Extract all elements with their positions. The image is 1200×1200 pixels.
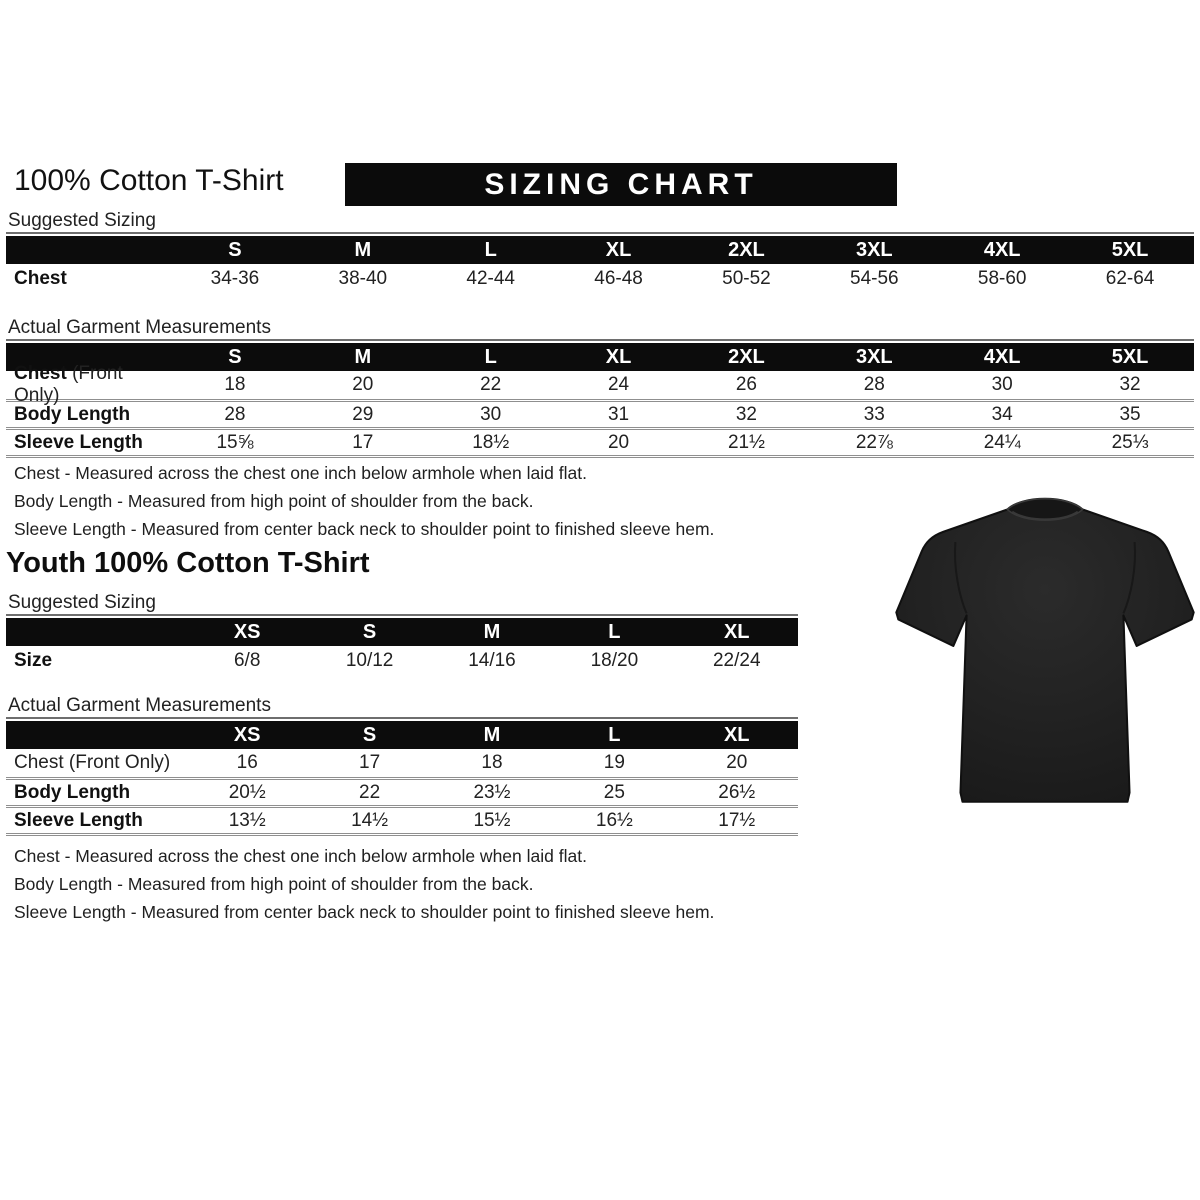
size-column-header: XS	[233, 620, 261, 643]
size-column-header: S	[362, 620, 377, 643]
measurement-value: 21½	[727, 431, 765, 453]
measurement-value: 20	[352, 374, 374, 395]
size-column-header: 5XL	[1111, 238, 1149, 261]
row-label-bold: Body Length	[14, 781, 131, 803]
adult-body-length-row	[6, 399, 1194, 427]
measurement-value: 32	[735, 403, 757, 425]
size-column-header: M	[354, 345, 372, 368]
size-column-header: L	[608, 620, 621, 643]
measurement-value: 15½	[473, 809, 511, 831]
adult-suggested-sizing-label: Suggested Sizing	[8, 210, 156, 231]
measurement-value: 29	[352, 403, 374, 425]
chest-range-value: 46-48	[594, 268, 643, 289]
size-column-header: M	[483, 723, 501, 746]
adult-measurements-header-row	[6, 343, 1194, 371]
measurement-value: 18½	[472, 431, 510, 453]
chest-range-value: 54-56	[850, 268, 899, 289]
chest-range-value: 34-36	[210, 268, 260, 289]
size-column-header: L	[608, 723, 621, 746]
measurement-value: 24	[607, 374, 630, 395]
measurement-value: 22	[480, 374, 502, 395]
row-label-bold: Sleeve Length	[14, 809, 143, 831]
measurement-value: 18	[481, 752, 503, 773]
size-column-header: XL	[605, 238, 632, 261]
note-chest: Chest - Measured across the chest one inch below armhole when laid flat.	[14, 846, 587, 866]
adult-chest-row	[6, 363, 1194, 406]
measurement-value: 16½	[595, 809, 633, 831]
measurement-value: 35	[1119, 403, 1141, 425]
measurement-value: 20	[607, 431, 630, 453]
size-range-value: 14/16	[468, 650, 516, 671]
measurement-value: 34	[991, 403, 1013, 425]
size-column-header: 4XL	[983, 238, 1021, 261]
row-label-bold: Sleeve Length	[14, 431, 143, 453]
size-column-header: L	[484, 345, 497, 368]
black-tshirt-image	[892, 483, 1198, 815]
note-sleeve-length: Sleeve Length - Measured from center back neck to shoulder point to finished sleeve hem.	[14, 519, 715, 539]
tshirt-body-shape	[896, 499, 1193, 802]
measurement-value: 22	[359, 781, 381, 803]
measurement-value: 17½	[718, 809, 756, 831]
youth-measurements-label: Actual Garment Measurements	[8, 695, 271, 716]
youth-section-title: Youth 100% Cotton T-Shirt	[6, 547, 370, 579]
row-label-rest: Chest (Front Only)	[14, 752, 171, 773]
size-column-header: M	[483, 620, 501, 643]
chest-range-value: 50-52	[722, 268, 771, 289]
chest-range-value: 38-40	[338, 268, 388, 289]
chest-row-label: Chest	[14, 268, 67, 289]
measurement-value: 22⅞	[855, 431, 893, 453]
measurement-value: 14½	[351, 809, 389, 831]
measurement-value: 26½	[718, 781, 756, 803]
row-label-bold: Chest	[14, 363, 67, 384]
size-column-header: XL	[605, 345, 632, 368]
body-length-label	[6, 782, 186, 804]
size-column-header: XL	[723, 723, 750, 746]
measurement-value: 17	[359, 752, 381, 773]
youth-body-length-row	[6, 777, 798, 805]
youth-sleeve-length-row	[6, 805, 798, 833]
youth-measurements-header-row	[6, 721, 798, 749]
measurement-value: 16	[236, 752, 258, 773]
size-range-value: 18/20	[590, 650, 639, 671]
size-column-header: 5XL	[1111, 345, 1149, 368]
note-body-length: Body Length - Measured from high point of shoulder from the back.	[14, 874, 534, 894]
measurement-value: 30	[991, 374, 1013, 395]
chest-range-value: 58-60	[977, 268, 1027, 289]
chest-front-only-label	[6, 752, 186, 774]
row-label-bold: Body Length	[14, 403, 131, 425]
measurement-value: 23½	[473, 781, 511, 803]
size-column-header: S	[228, 238, 242, 261]
note-body-length: Body Length - Measured from high point of shoulder from the back.	[14, 491, 534, 511]
measurement-value: 25⅓	[1111, 431, 1149, 453]
measurement-value: 28	[863, 374, 885, 395]
youth-size-row	[6, 646, 798, 676]
measurement-value: 20	[726, 752, 748, 773]
measurement-value: 28	[224, 403, 246, 425]
measurement-value: 24¼	[983, 431, 1021, 453]
size-column-header: M	[354, 238, 372, 261]
body-length-label	[6, 404, 171, 426]
size-row-label: Size	[14, 650, 53, 671]
youth-suggested-sizing-table	[6, 614, 798, 676]
size-column-header: XL	[723, 620, 750, 643]
adult-sleeve-length-row	[6, 427, 1194, 455]
size-column-header: 3XL	[855, 238, 893, 261]
measurement-value: 13½	[228, 809, 266, 831]
size-column-header: XS	[233, 723, 261, 746]
youth-suggested-header-row	[6, 618, 798, 646]
measurement-value: 31	[607, 403, 630, 425]
row-label-rest: (Front Only)	[14, 363, 123, 406]
size-column-header: S	[228, 345, 242, 368]
size-column-header: 2XL	[728, 345, 765, 368]
measurement-value: 33	[863, 403, 885, 425]
note-sleeve-length: Sleeve Length - Measured from center back neck to shoulder point to finished sleeve hem.	[14, 902, 715, 922]
sleeve-length-label	[6, 810, 186, 832]
measurement-value: 32	[1119, 374, 1141, 395]
chest-range-value: 62-64	[1105, 268, 1155, 289]
adult-chest-range-row	[6, 264, 1194, 294]
measurement-value: 18	[224, 374, 246, 395]
measurement-value: 20½	[228, 781, 266, 803]
measurement-value: 25	[603, 781, 625, 803]
youth-measurements-table	[6, 717, 798, 836]
measurement-value: 26	[735, 374, 757, 395]
adult-measurements-table	[6, 339, 1194, 458]
sleeve-length-label	[6, 432, 171, 454]
page-title: 100% Cotton T-Shirt	[14, 164, 284, 197]
size-column-header: S	[362, 723, 377, 746]
measurement-value: 19	[603, 752, 625, 773]
measurement-value: 17	[352, 431, 374, 453]
youth-measurement-notes	[14, 842, 714, 926]
size-column-header: L	[484, 238, 497, 261]
adult-measurements-label: Actual Garment Measurements	[8, 317, 271, 338]
size-column-header: 3XL	[855, 345, 893, 368]
adult-suggested-sizing-table	[6, 232, 1194, 294]
youth-chest-row	[6, 749, 798, 777]
youth-suggested-sizing-label: Suggested Sizing	[8, 592, 156, 613]
size-range-value: 6/8	[233, 650, 261, 671]
adult-measurement-notes	[14, 459, 714, 543]
measurement-value: 15⅝	[216, 431, 254, 453]
size-column-header: 4XL	[983, 345, 1021, 368]
size-range-value: 10/12	[345, 650, 394, 671]
chest-range-value: 42-44	[466, 268, 515, 289]
note-chest: Chest - Measured across the chest one inch below armhole when laid flat.	[14, 463, 587, 483]
sizing-chart-banner: SIZING CHART	[345, 163, 897, 206]
size-range-value: 22/24	[712, 650, 761, 671]
adult-suggested-header-row	[6, 236, 1194, 264]
measurement-value: 30	[480, 403, 502, 425]
size-column-header: 2XL	[728, 238, 765, 261]
chest-front-only-label	[6, 363, 171, 407]
